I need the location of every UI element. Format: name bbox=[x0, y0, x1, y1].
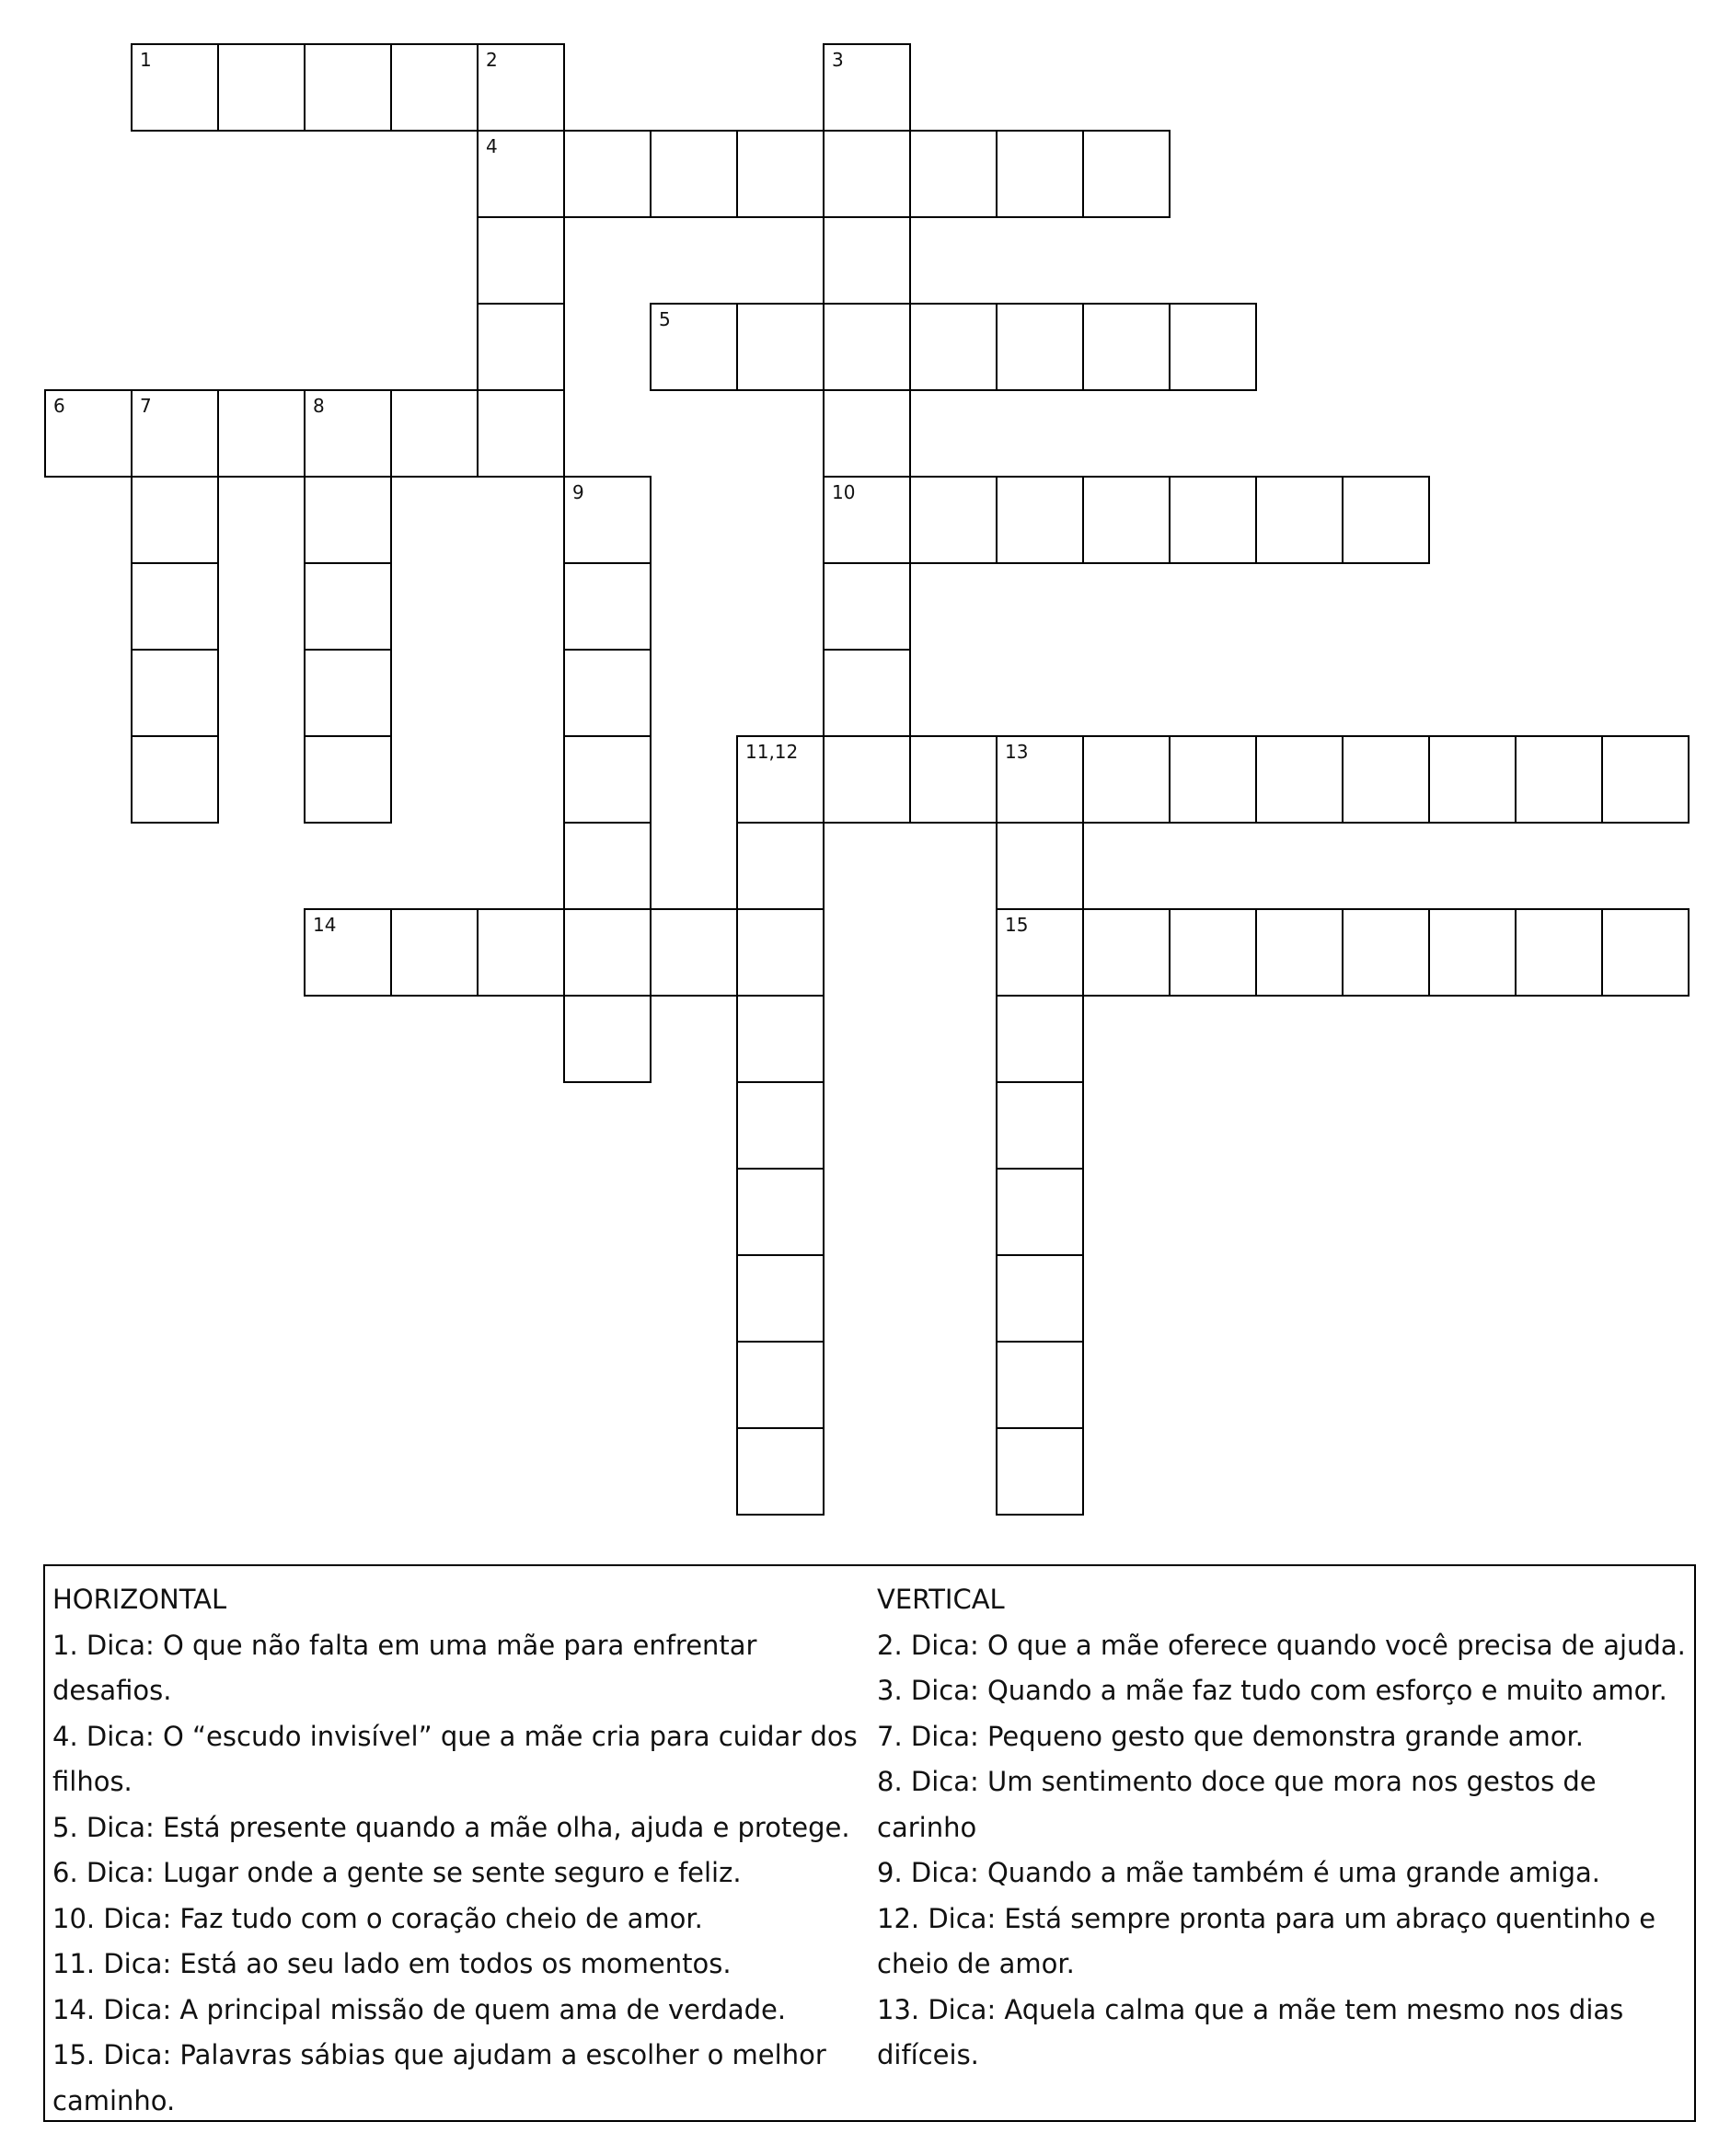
crossword-cell[interactable] bbox=[823, 130, 911, 218]
crossword-cell[interactable] bbox=[823, 216, 911, 305]
crossword-cell[interactable] bbox=[650, 130, 738, 218]
crossword-cell[interactable] bbox=[477, 389, 565, 478]
crossword-cell[interactable] bbox=[1255, 476, 1344, 564]
clue-v-8: 8. Dica: Um sentimento doce que mora nos gestos de carinho bbox=[877, 1766, 1597, 1843]
crossword-cell-8[interactable] bbox=[304, 389, 392, 478]
crossword-cell[interactable] bbox=[390, 389, 479, 478]
crossword-cell[interactable] bbox=[304, 476, 392, 564]
crossword-cell[interactable] bbox=[1255, 735, 1344, 824]
crossword-cell-10[interactable] bbox=[823, 476, 911, 564]
crossword-cell[interactable] bbox=[823, 735, 911, 824]
crossword-cell-5[interactable] bbox=[650, 303, 738, 391]
crossword-cell-7[interactable] bbox=[131, 389, 219, 478]
crossword-cell[interactable] bbox=[1342, 735, 1430, 824]
crossword-cell[interactable] bbox=[996, 1341, 1084, 1429]
crossword-cell[interactable] bbox=[563, 908, 652, 997]
crossword-cell[interactable] bbox=[1601, 908, 1690, 997]
crossword-cell[interactable] bbox=[131, 735, 219, 824]
clue-h-14: 14. Dica: A principal missão de quem ama de verdade. bbox=[52, 1993, 787, 2025]
clue-number: 14 bbox=[313, 914, 337, 936]
clue-number: 4 bbox=[486, 135, 498, 157]
clue-number: 11,12 bbox=[745, 741, 799, 763]
crossword-cell[interactable] bbox=[1428, 735, 1517, 824]
crossword-cell[interactable] bbox=[736, 1254, 825, 1343]
crossword-cell[interactable] bbox=[909, 130, 998, 218]
clue-number: 6 bbox=[53, 395, 65, 417]
crossword-cell[interactable] bbox=[996, 130, 1084, 218]
crossword-cell[interactable] bbox=[996, 822, 1084, 910]
crossword-cell[interactable] bbox=[736, 1341, 825, 1429]
crossword-cell[interactable] bbox=[563, 649, 652, 737]
crossword-cell[interactable] bbox=[736, 1427, 825, 1516]
clue-v-13: 13. Dica: Aquela calma que a mãe tem mesmo nos dias difíceis. bbox=[877, 1993, 1624, 2070]
clue-number: 9 bbox=[572, 481, 584, 503]
horizontal-heading: HORIZONTAL bbox=[52, 1584, 227, 1615]
crossword-cell[interactable] bbox=[823, 303, 911, 391]
clue-number: 1 bbox=[140, 49, 152, 71]
crossword-cell[interactable] bbox=[390, 908, 479, 997]
crossword-cell[interactable] bbox=[996, 1168, 1084, 1256]
crossword-cell[interactable] bbox=[996, 303, 1084, 391]
crossword-cell[interactable] bbox=[1342, 476, 1430, 564]
clue-number: 2 bbox=[486, 49, 498, 71]
crossword-cell[interactable] bbox=[823, 649, 911, 737]
clue-number: 8 bbox=[313, 395, 325, 417]
crossword-cell[interactable] bbox=[1082, 735, 1171, 824]
crossword-cell[interactable] bbox=[1515, 908, 1603, 997]
crossword-cell[interactable] bbox=[736, 908, 825, 997]
crossword-cell[interactable] bbox=[304, 43, 392, 132]
crossword-cell[interactable] bbox=[131, 476, 219, 564]
crossword-cell[interactable] bbox=[1169, 908, 1257, 997]
crossword-cell[interactable] bbox=[1515, 735, 1603, 824]
crossword-cell[interactable] bbox=[563, 822, 652, 910]
crossword-cell[interactable] bbox=[909, 476, 998, 564]
clue-number: 5 bbox=[659, 308, 671, 330]
crossword-cell[interactable] bbox=[304, 735, 392, 824]
crossword-cell[interactable] bbox=[736, 130, 825, 218]
crossword-cell[interactable] bbox=[823, 562, 911, 651]
crossword-cell[interactable] bbox=[996, 1254, 1084, 1343]
crossword-cell-15[interactable] bbox=[996, 908, 1084, 997]
crossword-cell[interactable] bbox=[823, 389, 911, 478]
crossword-cell[interactable] bbox=[477, 908, 565, 997]
crossword-cell[interactable] bbox=[996, 1427, 1084, 1516]
crossword-cell[interactable] bbox=[477, 303, 565, 391]
crossword-cell[interactable] bbox=[477, 216, 565, 305]
crossword-cell[interactable] bbox=[390, 43, 479, 132]
clue-number: 13 bbox=[1005, 741, 1029, 763]
clue-h-1: 1. Dica: O que não falta em uma mãe para enfrentar desafios. bbox=[52, 1629, 757, 1706]
clue-h-15: 15. Dica: Palavras sábias que ajudam a escolher o melhor caminho. bbox=[52, 2039, 826, 2116]
crossword-cell[interactable] bbox=[996, 476, 1084, 564]
clue-h-4: 4. Dica: O “escudo invisível” que a mãe cria para cuidar dos filhos. bbox=[52, 1720, 858, 1797]
clue-h-11: 11. Dica: Está ao seu lado em todos os momentos. bbox=[52, 1948, 732, 1979]
clue-h-5: 5. Dica: Está presente quando a mãe olha, ajuda e protege. bbox=[52, 1811, 850, 1843]
crossword-cell[interactable] bbox=[909, 303, 998, 391]
crossword-cell[interactable] bbox=[304, 562, 392, 651]
crossword-cell-6[interactable] bbox=[44, 389, 133, 478]
crossword-cell[interactable] bbox=[736, 303, 825, 391]
crossword-cell[interactable] bbox=[996, 995, 1084, 1083]
crossword-cell-9[interactable] bbox=[563, 476, 652, 564]
crossword-cell[interactable] bbox=[217, 389, 306, 478]
crossword-cell[interactable] bbox=[736, 995, 825, 1083]
clue-number: 10 bbox=[832, 481, 856, 503]
crossword-cell[interactable] bbox=[563, 130, 652, 218]
crossword-cell-13[interactable] bbox=[996, 735, 1084, 824]
crossword-cell[interactable] bbox=[217, 43, 306, 132]
clues-box bbox=[43, 1564, 1696, 2122]
crossword-cell-11-12[interactable] bbox=[736, 735, 825, 824]
clue-h-6: 6. Dica: Lugar onde a gente se sente seguro e feliz. bbox=[52, 1857, 742, 1888]
crossword-cell[interactable] bbox=[304, 649, 392, 737]
clue-v-3: 3. Dica: Quando a mãe faz tudo com esforço e muito amor. bbox=[877, 1675, 1667, 1706]
clue-number: 7 bbox=[140, 395, 152, 417]
vertical-heading: VERTICAL bbox=[877, 1584, 1005, 1615]
crossword-cell[interactable] bbox=[131, 562, 219, 651]
crossword-cell[interactable] bbox=[563, 995, 652, 1083]
crossword-cell[interactable] bbox=[736, 1081, 825, 1170]
crossword-cell[interactable] bbox=[736, 1168, 825, 1256]
crossword-cell[interactable] bbox=[1082, 476, 1171, 564]
clue-v-7: 7. Dica: Pequeno gesto que demonstra grande amor. bbox=[877, 1720, 1584, 1752]
clue-v-12: 12. Dica: Está sempre pronta para um abraço quentinho e cheio de amor. bbox=[877, 1902, 1656, 1979]
crossword-cell[interactable] bbox=[650, 908, 738, 997]
clue-number: 3 bbox=[832, 49, 844, 71]
crossword-cell-14[interactable] bbox=[304, 908, 392, 997]
crossword-cell[interactable] bbox=[1169, 735, 1257, 824]
crossword-cell[interactable] bbox=[736, 822, 825, 910]
clue-v-2: 2. Dica: O que a mãe oferece quando você precisa de ajuda. bbox=[877, 1629, 1686, 1661]
crossword-cell[interactable] bbox=[1082, 130, 1171, 218]
clue-number: 15 bbox=[1005, 914, 1029, 936]
crossword-cell[interactable] bbox=[1082, 303, 1171, 391]
crossword-cell[interactable] bbox=[909, 735, 998, 824]
crossword-cell[interactable] bbox=[1082, 908, 1171, 997]
crossword-cell-4[interactable] bbox=[477, 130, 565, 218]
crossword-cell[interactable] bbox=[996, 1081, 1084, 1170]
crossword-cell[interactable] bbox=[1169, 476, 1257, 564]
crossword-cell-3[interactable] bbox=[823, 43, 911, 132]
clue-v-9: 9. Dica: Quando a mãe também é uma grande amiga. bbox=[877, 1857, 1600, 1888]
crossword-cell-1[interactable] bbox=[131, 43, 219, 132]
horizontal-clues bbox=[52, 1577, 862, 2124]
crossword-cell[interactable] bbox=[563, 735, 652, 824]
crossword-cell[interactable] bbox=[1428, 908, 1517, 997]
crossword-cell[interactable] bbox=[131, 649, 219, 737]
clue-h-10: 10. Dica: Faz tudo com o coração cheio de amor. bbox=[52, 1902, 703, 1934]
crossword-cell-2[interactable] bbox=[477, 43, 565, 132]
crossword-cell[interactable] bbox=[1342, 908, 1430, 997]
crossword-cell[interactable] bbox=[1255, 908, 1344, 997]
vertical-clues bbox=[877, 1577, 1687, 2079]
crossword-cell[interactable] bbox=[563, 562, 652, 651]
crossword-cell[interactable] bbox=[1601, 735, 1690, 824]
crossword-cell[interactable] bbox=[1169, 303, 1257, 391]
